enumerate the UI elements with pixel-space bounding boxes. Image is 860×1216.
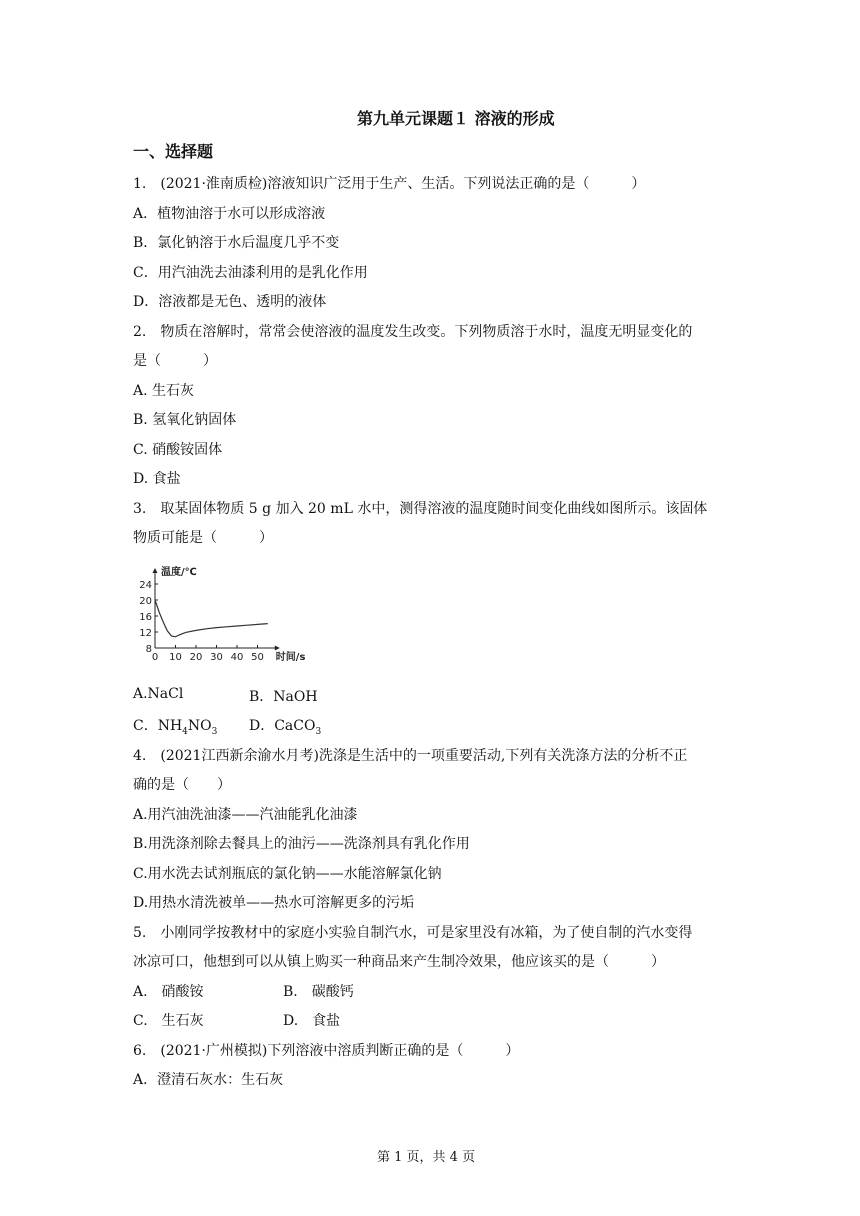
x-axis-arrow [275, 646, 280, 651]
x-tick-label: 0 [151, 652, 159, 663]
question-4-stem-line2: 确的是（ ） [133, 777, 231, 793]
q5-option-a: A. 硝酸铵 [133, 984, 204, 1000]
y-tick-label: 16 [139, 612, 152, 623]
q1-option-c: C．用汽油洗去油漆利用的是乳化作用 [133, 265, 368, 281]
question-3-stem-line1: 3. 取某固体物质 5 g 加入 20 mL 水中，测得溶液的温度随时间变化曲线如图所示。该固体 [133, 501, 708, 517]
q3-option-b: B．NaOH [249, 689, 318, 705]
doc-title: 第九单元课题１ 溶液的形成 [357, 109, 555, 128]
q6-option-a: A．澄清石灰水：生石灰 [133, 1072, 284, 1088]
x-tick-label: 50 [251, 652, 264, 663]
q3-option-d-prefix: D．CaCO [249, 718, 316, 734]
q3-option-d [249, 715, 321, 737]
q3-option-c-mid: NO [187, 718, 212, 734]
y-tick-label: 24 [139, 580, 152, 591]
q3-option-d-sub1: 3 [315, 726, 322, 737]
q3-option-c [133, 715, 217, 737]
section-heading: 一、选择题 [133, 142, 214, 161]
q3-option-a: A.NaCl [133, 686, 184, 702]
y-tick-label: 12 [139, 628, 152, 639]
q5-option-d: D. 食盐 [283, 1013, 341, 1029]
question-2-stem-line2: 是（ ） [133, 353, 217, 369]
q4-option-b: B.用洗涤剂除去餐具上的油污——洗涤剂具有乳化作用 [133, 836, 470, 852]
question-6-stem: 6. (2021·广州模拟)下列溶液中溶质判断正确的是（ ） [133, 1043, 520, 1059]
q3-option-c-prefix: C．NH [133, 718, 183, 734]
x-tick-label: 10 [169, 652, 182, 663]
question-4-stem-line1: 4. (2021江西新余渝水月考)洗涤是生活中的一项重要活动,下列有关洗涤方法的分析不正 [133, 748, 688, 764]
x-tick-label: 30 [210, 652, 223, 663]
q3-option-c-sub2: 3 [211, 726, 218, 737]
q5-option-c: C. 生石灰 [133, 1013, 204, 1029]
question-5-stem-line2: 冰凉可口，他想到可以从镇上购买一种商品来产生制冷效果，他应该买的是（ ） [133, 954, 665, 970]
question-3-stem-line2: 物质可能是（ ） [133, 530, 273, 546]
y-tick-label: 8 [145, 644, 152, 655]
question-2-stem-line1: 2. 物质在溶解时，常常会使溶液的温度发生改变。下列物质溶于水时，温度无明显变化的 [133, 324, 693, 340]
y-axis-label: 温度/℃ [161, 567, 197, 578]
q3-option-c-sub1: 4 [182, 726, 188, 737]
y-tick-label: 20 [139, 596, 152, 607]
question-5-stem-line1: 5. 小刚同学按教材中的家庭小实验自制汽水，可是家里没有冰箱，为了使自制的汽水变得 [133, 925, 693, 941]
q1-option-a: A．植物油溶于水可以形成溶液 [133, 206, 326, 222]
temperature-curve [155, 600, 268, 637]
q2-option-b: B. 氢氧化钠固体 [133, 412, 237, 428]
q2-option-a: A. 生石灰 [133, 383, 195, 399]
x-tick-label: 40 [230, 652, 244, 663]
x-axis-label: 时间/s [275, 652, 306, 663]
y-axis-arrow [153, 568, 158, 573]
q5-option-b: B. 碳酸钙 [283, 984, 354, 1000]
q4-option-d: D.用热水清洗被单——热水可溶解更多的污垢 [133, 895, 415, 911]
x-tick-label: 20 [189, 652, 203, 663]
q4-option-a: A.用汽油洗油漆——汽油能乳化油漆 [133, 807, 358, 823]
q2-option-d: D. 食盐 [133, 471, 181, 487]
q2-option-c: C. 硝酸铵固体 [133, 442, 223, 458]
q1-option-d: D．溶液都是无色、透明的液体 [133, 294, 327, 310]
page-footer: 第 1 页，共 4 页 [377, 1150, 476, 1165]
q1-option-b: B．氯化钠溶于水后温度几乎不变 [133, 235, 340, 251]
question-1-stem: 1. (2021·淮南质检)溶液知识广泛用于生产、生活。下列说法正确的是（ ） [133, 176, 646, 192]
temperature-chart [128, 556, 328, 670]
q4-option-c: C.用水洗去试剂瓶底的氯化钠——水能溶解氯化钠 [133, 866, 442, 882]
